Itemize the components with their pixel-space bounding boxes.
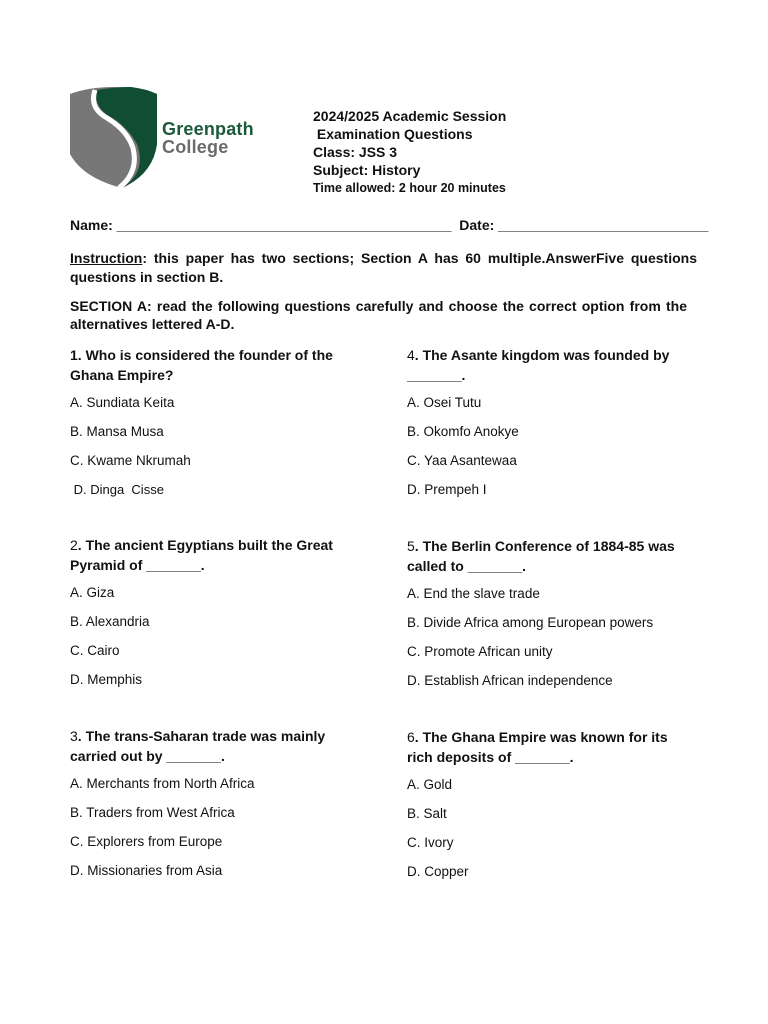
question-text: 2. The ancient Egyptians built the Great Pyramid of _______.: [70, 537, 333, 573]
option-c: C. Ivory: [407, 835, 454, 850]
option-a: A. End the slave trade: [407, 586, 540, 601]
option-a: A. Osei Tutu: [407, 395, 482, 410]
section-a-heading: SECTION A: read the following questions carefully and choose the correct option from the alternatives lettered A-D.: [70, 298, 687, 332]
instruction: [70, 249, 697, 287]
question-1: [70, 346, 360, 497]
exam-title: Examination Questions: [313, 126, 473, 142]
college-logo: [69, 86, 259, 190]
option-b: B. Alexandria: [70, 614, 150, 629]
option-d: D. Copper: [407, 864, 469, 879]
question-5: [407, 537, 697, 688]
question-6: [407, 728, 697, 879]
option-d: D. Dinga Cisse: [70, 482, 164, 497]
question-text: 1. Who is considered the founder of the Ghana Empire?: [70, 347, 333, 383]
question-2: [70, 536, 360, 687]
time-allowed: Time allowed: 2 hour 20 minutes: [313, 181, 506, 195]
option-c: C. Kwame Nkrumah: [70, 453, 191, 468]
option-b: B. Salt: [407, 806, 447, 821]
option-a: A. Merchants from North Africa: [70, 776, 255, 791]
option-d: D. Prempeh I: [407, 482, 487, 497]
question-text: 3. The trans-Saharan trade was mainly carried out by _______.: [70, 728, 326, 764]
class-label: Class: JSS 3: [313, 144, 398, 160]
name-date-line: Name: ___________________________________________ Date: ___________________________: [70, 217, 709, 233]
question-text: 4. The Asante kingdom was founded by _______.: [407, 347, 670, 383]
option-a: A. Giza: [70, 585, 115, 600]
subject-label: Subject: History: [313, 162, 421, 178]
option-b: B. Mansa Musa: [70, 424, 164, 439]
option-d: D. Missionaries from Asia: [70, 863, 223, 878]
option-b: B. Divide Africa among European powers: [407, 615, 654, 630]
logo-subtitle: College: [162, 137, 229, 157]
option-d: D. Memphis: [70, 672, 143, 687]
exam-header: [313, 107, 506, 197]
option-b: B. Traders from West Africa: [70, 805, 235, 820]
instruction-label: Instruction: [70, 250, 143, 266]
instruction-text: : this paper has two sections; Section A has 60 multiple.AnswerFive questions questions in section B.: [70, 250, 697, 285]
option-a: A. Gold: [407, 777, 453, 792]
question-text: 5. The Berlin Conference of 1884-85 was called to _______.: [407, 538, 675, 574]
question-text: 6. The Ghana Empire was known for its rich deposits of _______.: [407, 729, 668, 765]
option-d: D. Establish African independence: [407, 673, 613, 688]
academic-session: 2024/2025 Academic Session: [313, 108, 507, 124]
option-c: C. Cairo: [70, 643, 120, 658]
option-c: C. Explorers from Europe: [70, 834, 223, 849]
question-3: [70, 727, 360, 878]
shield-icon: [69, 86, 159, 190]
question-4: [407, 346, 697, 497]
logo-name: Greenpath: [162, 119, 254, 139]
option-a: A. Sundiata Keita: [70, 395, 175, 410]
option-c: C. Yaa Asantewaa: [407, 453, 517, 468]
option-b: B. Okomfo Anokye: [407, 424, 519, 439]
option-c: C. Promote African unity: [407, 644, 553, 659]
